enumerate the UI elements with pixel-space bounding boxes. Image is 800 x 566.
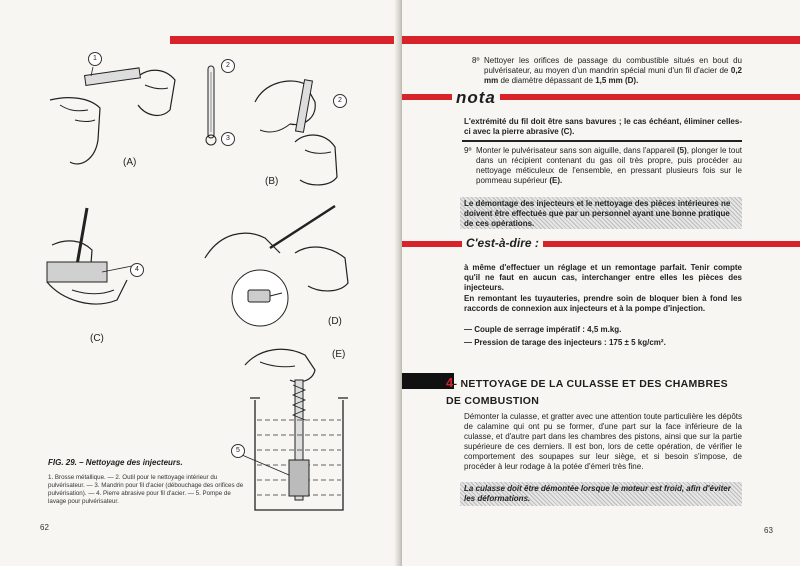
warning-text-culasse: La culasse doit être démontée lorsque le moteur est froid, afin d'éviter les déformations. — [464, 484, 731, 503]
warning-text-injectors: Le démontage des injecteurs et le nettoyage des pièces intérieures ne doivent être effectués que par un personnel ayant une bonne pratique de ces opérations. — [464, 199, 731, 228]
callout-4: 4 — [130, 263, 144, 277]
callout-2-top: 2 — [221, 59, 235, 73]
callout-1: 1 — [88, 52, 102, 66]
page-number-left: 62 — [40, 523, 49, 532]
page-number-right: 63 — [764, 526, 773, 535]
paragraph-reglage: à même d'effectuer un réglage et un remontage parfait. Tenir compte qu'il ne faut en aucun cas, interchanger entre elles les pièces des injecteurs. — [464, 263, 742, 292]
figure-c-illustration — [42, 200, 172, 320]
figure-b-label: (B) — [265, 176, 279, 187]
section-body-text: Démonter la culasse, et gratter avec une attention toute particulière les dépôts de calamine qui ont pu se former, d'une part sur la face inférieure de la culasse, et d'autre part dans les chambres des pistons, ainsi que sur la partie supérieure de ces derniers. Il est bon, lors de cette opération, de vérifier le comportement des soupapes sur leur siège, et si besoin s'impose, de procéder à leur rodage à la potée d'émeri très fine. — [464, 412, 742, 471]
nota-text: L'extrémité du fil doit être sans bavures ; le cas échéant, éliminer celles-ci avec la pierre abrasive (C). — [464, 117, 742, 136]
callout-2-side: 2 — [333, 94, 347, 108]
figure-c-label: (C) — [90, 333, 104, 344]
step-8-text: Nettoyer les orifices de passage du combustible situés en bout du pulvérisateur, au moyen d'un mandrin spécial muni d'un fil d'acier de 0,2 mm de diamètre dépassant de 1,5 mm (D). — [484, 56, 742, 85]
cest-a-dire-heading: C'est-à-dire : — [462, 236, 543, 250]
pressure-line: — Pression de tarage des injecteurs : 175 ± 5 kg/cm². — [464, 338, 666, 347]
top-red-bar — [170, 36, 400, 44]
top-red-bar-right — [402, 36, 800, 44]
step-9-number: 9º — [464, 146, 472, 155]
figure-e-label: (E) — [332, 349, 346, 360]
callout-3: 3 — [221, 132, 235, 146]
torque-line: — Couple de serrage impératif : 4,5 m.kg. — [464, 325, 622, 334]
step-8-number: 8º — [472, 56, 480, 65]
right-page — [402, 0, 800, 566]
figure-d-label: (D) — [328, 316, 342, 327]
figure-caption-body: 1. Brosse métallique. — 2. Outil pour le nettoyage intérieur du pulvérisateur. — 3. Mandrin pour fil d'acier (débouchage des orifices de pulvérisation). — 4. Pierre abrasive pour fil d'acier. — 5. Pompe de lavage pour pulvérisateur. — [48, 474, 244, 505]
figure-a-label: (A) — [123, 157, 137, 168]
figure-caption-title: FIG. 29. – Nettoyage des injecteurs. — [48, 458, 183, 467]
paragraph-tuyauteries: En remontant les tuyauteries, prendre soin de bloquer bien à fond les raccords de connexion aux injecteurs et à la pompe d'injection. — [464, 294, 742, 313]
nota-heading: nota — [452, 88, 500, 108]
figure-b-illustration — [245, 62, 365, 192]
callout-5: 5 — [231, 444, 245, 458]
step-9-text: Monter le pulvérisateur sans son aiguille, dans l'appareil (5), plonger le tout dans un récipient contenant du gas oil très propre, puis procéder au nettoyage méticuleux de l'ensemble, en pressant plusieurs fois sur le pommeau supérieur (E). — [476, 146, 742, 185]
section-title-culasse: 4- NETTOYAGE DE LA CULASSE ET DES CHAMBRES DE COMBUSTION — [446, 375, 728, 407]
nota-rule — [462, 140, 742, 142]
figure-a-illustration — [40, 50, 180, 170]
